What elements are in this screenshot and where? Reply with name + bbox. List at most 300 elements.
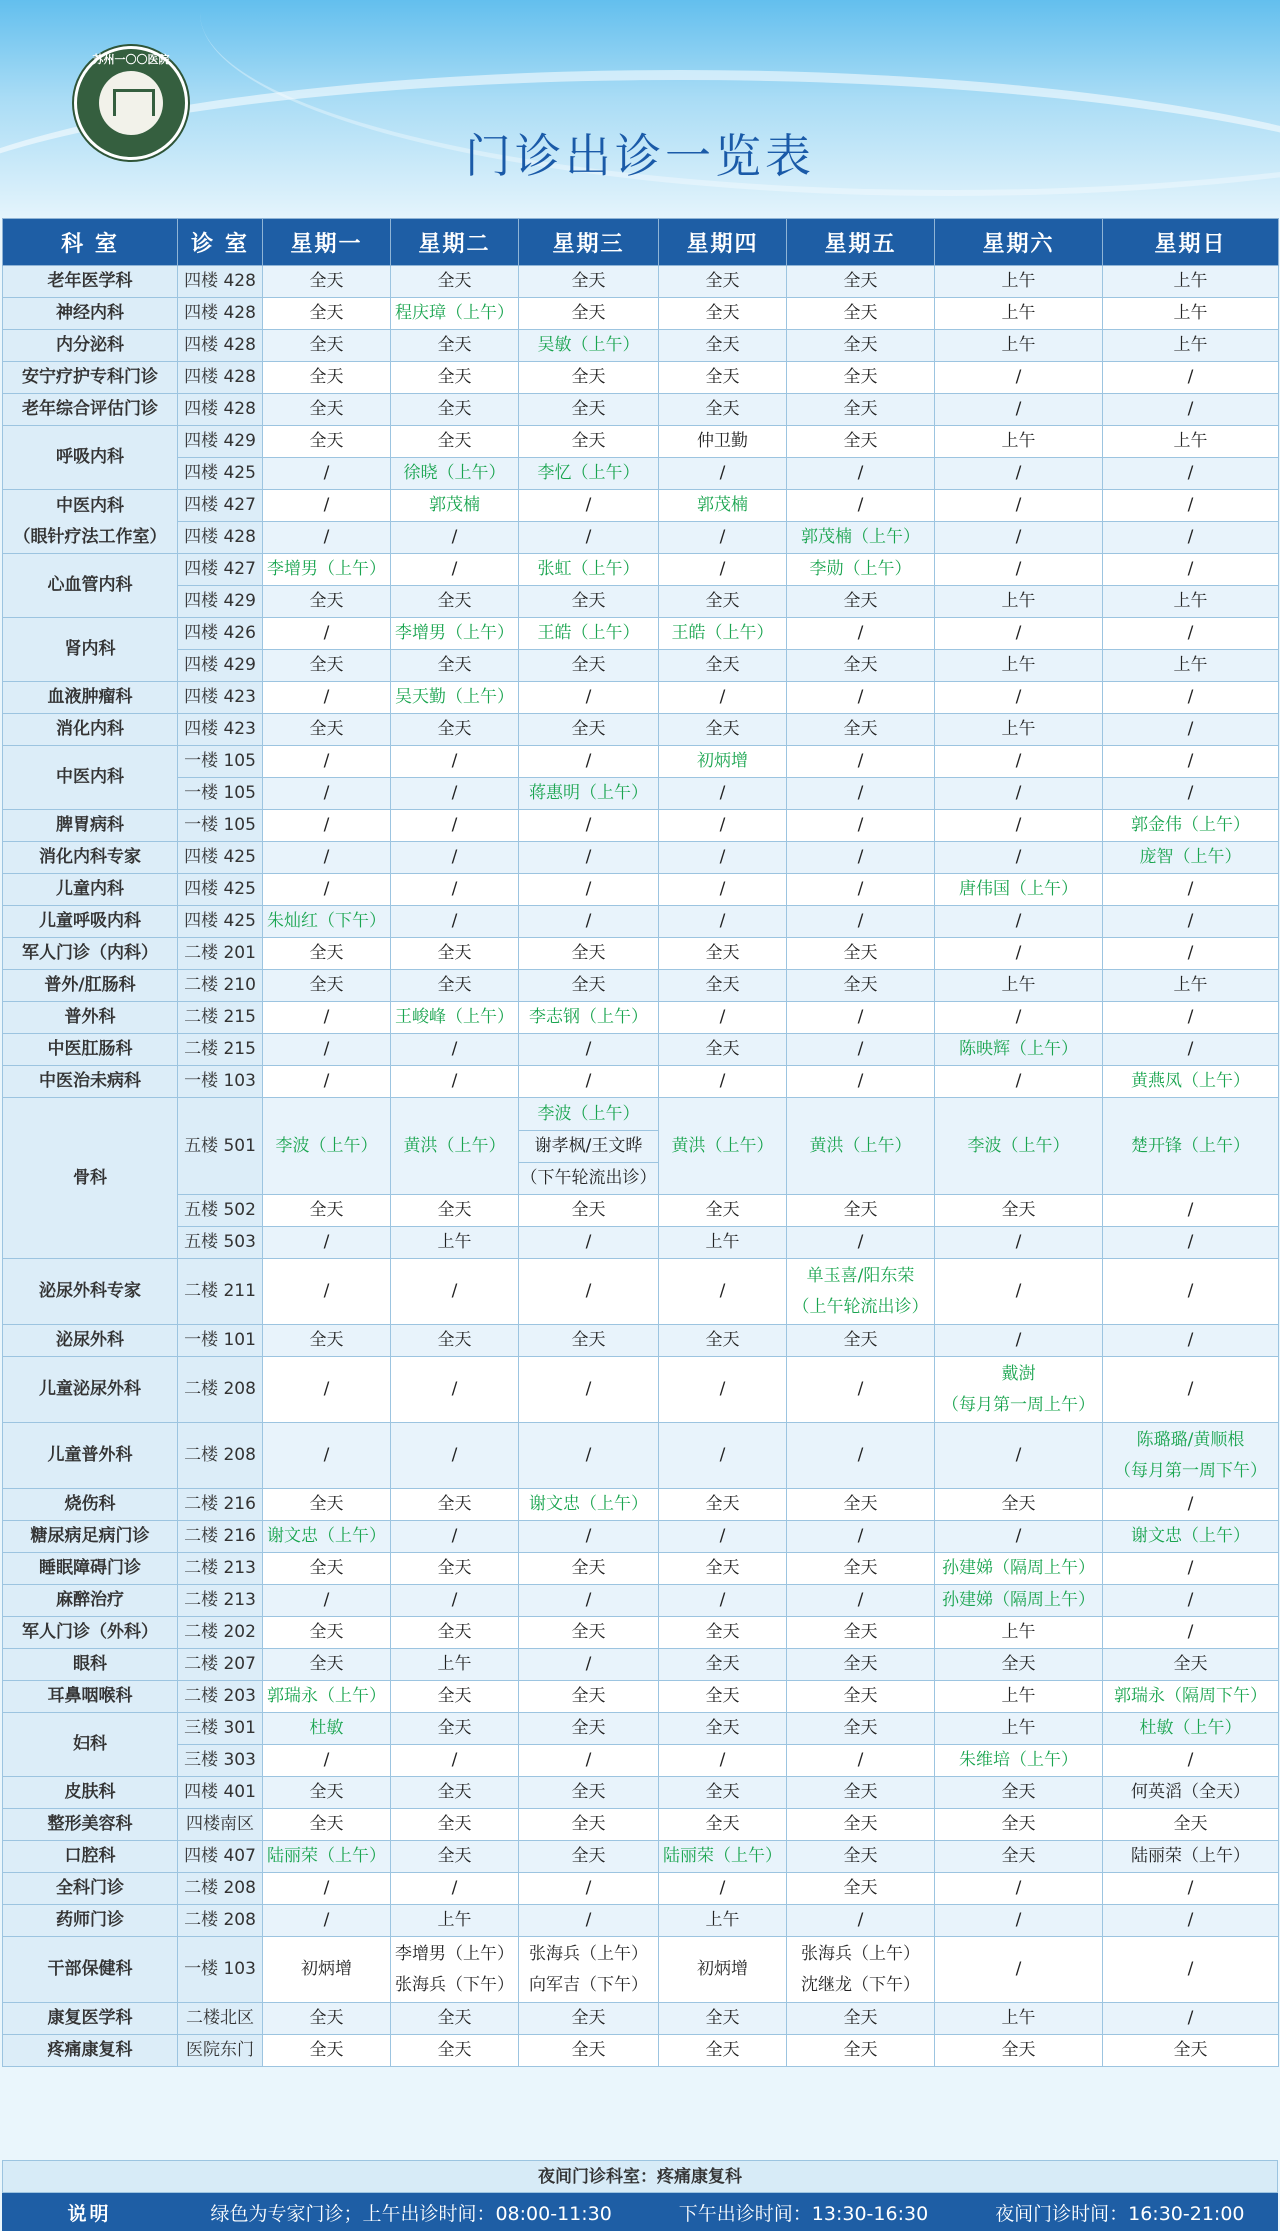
schedule-cell <box>787 426 935 458</box>
schedule-text: 全天 <box>843 1718 878 1738</box>
schedule-text: / <box>1015 1232 1022 1252</box>
department-name: 妇科 <box>73 1734 107 1754</box>
schedule-text: （下午轮流出诊） <box>519 1162 658 1194</box>
schedule-cell <box>787 746 935 778</box>
table-row <box>3 298 1279 330</box>
schedule-cell <box>263 554 391 586</box>
schedule-text: 全天 <box>843 271 878 291</box>
schedule-cell <box>1103 554 1279 586</box>
schedule-text: （每月第一周下午） <box>1114 1460 1267 1481</box>
schedule-text: / <box>1015 1878 1022 1898</box>
schedule-cell <box>659 1195 787 1227</box>
schedule-text: 全天 <box>1001 1654 1036 1674</box>
schedule-cell <box>391 1777 519 1809</box>
schedule-cell <box>787 1713 935 1745</box>
schedule-cell <box>519 1423 659 1489</box>
schedule-text: / <box>1015 559 1022 579</box>
schedule-text: 朱灿红（下午） <box>267 911 386 931</box>
table-row <box>3 1034 1279 1066</box>
schedule-cell <box>519 1617 659 1649</box>
room-cell: 一楼 101 <box>178 1325 263 1357</box>
table-row <box>3 618 1279 650</box>
schedule-cell <box>787 1617 935 1649</box>
schedule-text: / <box>585 495 592 515</box>
table-row <box>3 1521 1279 1553</box>
schedule-text: 全天 <box>437 1622 472 1642</box>
schedule-cell <box>787 394 935 426</box>
schedule-text: 上午 <box>437 1654 472 1674</box>
department-cell <box>3 330 178 362</box>
department-name: 安宁疗护专科门诊 <box>22 367 158 387</box>
department-name: 老年综合评估门诊 <box>22 399 158 419</box>
schedule-cell <box>659 810 787 842</box>
schedule-text: / <box>1015 1071 1022 1091</box>
schedule-text: / <box>451 879 458 899</box>
schedule-cell <box>391 1553 519 1585</box>
schedule-cell <box>1103 586 1279 618</box>
schedule-cell <box>1103 1521 1279 1553</box>
schedule-text: 上午 <box>1173 303 1208 323</box>
room-cell: 二楼 216 <box>178 1521 263 1553</box>
table-row <box>3 330 1279 362</box>
footer-item: 绿色为专家门诊；上午出诊时间：08:00-11:30 <box>210 2202 612 2225</box>
schedule-cell <box>391 1745 519 1777</box>
schedule-text: 张虹（上午） <box>537 559 640 579</box>
schedule-cell <box>935 1098 1103 1195</box>
schedule-cell <box>935 1585 1103 1617</box>
schedule-text: 全天 <box>843 1814 878 1834</box>
schedule-cell <box>391 490 519 522</box>
schedule-cell <box>263 650 391 682</box>
table-row <box>3 906 1279 938</box>
schedule-text: 全天 <box>843 1878 878 1898</box>
schedule-text: / <box>857 783 864 803</box>
schedule-cell <box>263 1227 391 1259</box>
schedule-text: 全天 <box>705 1622 740 1642</box>
schedule-text: / <box>857 1071 864 1091</box>
schedule-cell <box>519 970 659 1002</box>
schedule-text: / <box>1187 367 1194 387</box>
table-row <box>3 2035 1279 2067</box>
schedule-cell <box>391 1841 519 1873</box>
logo-text: 苏州一〇〇医院 <box>92 53 170 66</box>
schedule-text: 上午 <box>705 1232 740 1252</box>
department-name: 内分泌科 <box>56 335 124 355</box>
schedule-cell <box>935 1002 1103 1034</box>
schedule-cell <box>935 842 1103 874</box>
schedule-cell <box>787 1521 935 1553</box>
schedule-text: / <box>1015 815 1022 835</box>
table-row <box>3 1357 1279 1423</box>
schedule-text: / <box>719 879 726 899</box>
schedule-text: / <box>857 1039 864 1059</box>
schedule-cell <box>519 1521 659 1553</box>
schedule-text: 全天 <box>705 1494 740 1514</box>
schedule-text: / <box>719 463 726 483</box>
schedule-text: / <box>323 463 330 483</box>
schedule-text: 全天 <box>705 1558 740 1578</box>
schedule-text: 上午 <box>1001 1718 1036 1738</box>
room-cell: 二楼 208 <box>178 1357 263 1423</box>
schedule-text: / <box>719 687 726 707</box>
schedule-cell <box>787 1489 935 1521</box>
schedule-cell <box>935 714 1103 746</box>
schedule-cell <box>519 1649 659 1681</box>
schedule-text: / <box>451 911 458 931</box>
schedule-text: 全天 <box>705 1782 740 1802</box>
schedule-cell <box>659 1841 787 1873</box>
table-body <box>3 266 1279 2067</box>
department-cell <box>3 970 178 1002</box>
schedule-cell <box>1103 2035 1279 2067</box>
schedule-cell <box>659 1713 787 1745</box>
schedule-text: 上午 <box>1001 655 1036 675</box>
schedule-text: / <box>1187 911 1194 931</box>
schedule-cell <box>519 522 659 554</box>
schedule-text: / <box>323 1039 330 1059</box>
schedule-text: 王峻峰（上午） <box>395 1007 514 1027</box>
schedule-text: / <box>719 1071 726 1091</box>
schedule-text: 杜敏（上午） <box>1139 1718 1242 1738</box>
room-cell: 医院东门 <box>178 2035 263 2067</box>
schedule-text: 全天 <box>843 719 878 739</box>
schedule-cell <box>519 266 659 298</box>
schedule-cell <box>1103 1585 1279 1617</box>
room-cell: 二楼 215 <box>178 1034 263 1066</box>
schedule-cell <box>787 1905 935 1937</box>
department-cell <box>3 426 178 490</box>
schedule-cell <box>391 778 519 810</box>
room-cell: 五楼 501 <box>178 1098 263 1195</box>
schedule-cell <box>787 1809 935 1841</box>
schedule-text: / <box>585 1910 592 1930</box>
footer-legend <box>2 2193 1278 2231</box>
schedule-cell <box>935 1489 1103 1521</box>
schedule-cell <box>787 618 935 650</box>
schedule-cell <box>519 490 659 522</box>
schedule-cell <box>519 1553 659 1585</box>
column-header: 星期二 <box>391 219 519 266</box>
schedule-cell <box>391 1002 519 1034</box>
schedule-cell <box>519 1873 659 1905</box>
schedule-cell <box>391 554 519 586</box>
schedule-cell <box>659 1002 787 1034</box>
schedule-text: / <box>1015 911 1022 931</box>
schedule-cell <box>935 778 1103 810</box>
schedule-cell <box>787 874 935 906</box>
schedule-text: / <box>585 1445 592 1465</box>
footer-label: 说明 <box>67 2202 112 2225</box>
schedule-cell <box>263 874 391 906</box>
table-row <box>3 810 1279 842</box>
schedule-text: 上午 <box>1001 975 1036 995</box>
schedule-cell <box>935 1681 1103 1713</box>
department-cell <box>3 1841 178 1873</box>
schedule-cell <box>263 1681 391 1713</box>
schedule-cell <box>1103 362 1279 394</box>
department-cell <box>3 1521 178 1553</box>
schedule-text: 全天 <box>705 399 740 419</box>
schedule-cell <box>263 1905 391 1937</box>
schedule-text: / <box>323 527 330 547</box>
schedule-cell <box>659 1873 787 1905</box>
schedule-cell <box>935 522 1103 554</box>
schedule-cell <box>787 1259 935 1325</box>
schedule-cell <box>787 330 935 362</box>
schedule-cell <box>659 554 787 586</box>
schedule-text: 杜敏 <box>309 1718 344 1738</box>
table-row <box>3 1585 1279 1617</box>
schedule-text: / <box>1187 1494 1194 1514</box>
room-cell: 四楼 401 <box>178 1777 263 1809</box>
schedule-cell <box>519 426 659 458</box>
room-cell: 四楼 428 <box>178 298 263 330</box>
schedule-text: 全天 <box>843 975 878 995</box>
schedule-cell <box>659 1553 787 1585</box>
schedule-text: 全天 <box>571 2040 606 2060</box>
schedule-text: / <box>1187 943 1194 963</box>
schedule-text: / <box>1187 1007 1194 1027</box>
schedule-text: 全天 <box>843 399 878 419</box>
table-row <box>3 1617 1279 1649</box>
schedule-cell <box>787 1681 935 1713</box>
room-cell: 二楼 201 <box>178 938 263 970</box>
schedule-text: 全天 <box>571 655 606 675</box>
schedule-text: 全天 <box>571 591 606 611</box>
schedule-cell <box>519 1357 659 1423</box>
schedule-text: 全天 <box>309 1814 344 1834</box>
department-cell <box>3 362 178 394</box>
schedule-text: / <box>585 1281 592 1301</box>
schedule-text: / <box>1187 399 1194 419</box>
table-row <box>3 842 1279 874</box>
schedule-text: 李忆（上午） <box>537 463 640 483</box>
schedule-cell <box>787 586 935 618</box>
schedule-text: 孙建娣（隔周上午） <box>942 1590 1095 1610</box>
schedule-text: / <box>585 1878 592 1898</box>
department-name: 康复医学科 <box>47 2008 133 2028</box>
schedule-cell <box>263 714 391 746</box>
schedule-cell <box>935 266 1103 298</box>
schedule-text: 程庆璋（上午） <box>395 303 514 323</box>
schedule-cell <box>263 490 391 522</box>
schedule-text: 全天 <box>309 975 344 995</box>
schedule-cell <box>935 1713 1103 1745</box>
schedule-text: 全天 <box>309 655 344 675</box>
department-name: 儿童泌尿外科 <box>39 1379 141 1399</box>
schedule-text: / <box>451 1750 458 1770</box>
schedule-text: 全天 <box>437 1814 472 1834</box>
table-row <box>3 1066 1279 1098</box>
room-cell: 二楼 213 <box>178 1585 263 1617</box>
department-cell <box>3 1777 178 1809</box>
schedule-text: 上午 <box>1173 975 1208 995</box>
table-row <box>3 970 1279 1002</box>
schedule-text: 上午 <box>1173 655 1208 675</box>
schedule-text: / <box>1187 1959 1194 1979</box>
room-cell: 四楼 423 <box>178 682 263 714</box>
schedule-text: / <box>1015 751 1022 771</box>
room-cell: 三楼 303 <box>178 1745 263 1777</box>
department-cell <box>3 938 178 970</box>
schedule-text: 全天 <box>1173 1654 1208 1674</box>
table-row <box>3 714 1279 746</box>
schedule-text: 陈映辉（上午） <box>959 1039 1078 1059</box>
schedule-text: 全天 <box>571 1718 606 1738</box>
schedule-text: 楚开锋（上午） <box>1131 1135 1250 1156</box>
schedule-text: / <box>719 911 726 931</box>
table-row <box>3 1809 1279 1841</box>
schedule-text: 单玉喜/阳东荣 <box>806 1265 915 1286</box>
schedule-cell <box>263 1423 391 1489</box>
schedule-text: / <box>1015 367 1022 387</box>
schedule-text: 全天 <box>571 1622 606 1642</box>
department-name: 神经内科 <box>56 303 124 323</box>
schedule-cell <box>391 1873 519 1905</box>
schedule-text: / <box>857 1750 864 1770</box>
schedule-text: 全天 <box>843 1846 878 1866</box>
room-cell: 四楼 426 <box>178 618 263 650</box>
schedule-cell <box>519 1777 659 1809</box>
schedule-cell <box>263 1553 391 1585</box>
schedule-cell <box>391 1681 519 1713</box>
schedule-text: / <box>1187 495 1194 515</box>
schedule-cell <box>659 1649 787 1681</box>
room-cell: 四楼 425 <box>178 874 263 906</box>
schedule-text: 蒋惠明（上午） <box>529 783 648 803</box>
department-cell <box>3 1098 178 1259</box>
table-row <box>3 746 1279 778</box>
schedule-cell <box>935 650 1103 682</box>
schedule-cell <box>659 298 787 330</box>
room-cell: 四楼 427 <box>178 554 263 586</box>
schedule-cell <box>519 714 659 746</box>
schedule-cell <box>519 650 659 682</box>
schedule-text: 全天 <box>437 1686 472 1706</box>
schedule-cell <box>1103 1357 1279 1423</box>
room-cell: 二楼 203 <box>178 1681 263 1713</box>
schedule-text: 陆丽荣（上午） <box>267 1846 386 1866</box>
department-cell <box>3 874 178 906</box>
table-row <box>3 1745 1279 1777</box>
schedule-cell <box>1103 1649 1279 1681</box>
schedule-text: / <box>1187 1330 1194 1350</box>
schedule-text: 全天 <box>705 335 740 355</box>
room-cell: 二楼 215 <box>178 1002 263 1034</box>
schedule-text: 全天 <box>437 591 472 611</box>
schedule-cell <box>787 1553 935 1585</box>
schedule-text: / <box>451 1590 458 1610</box>
schedule-cell <box>1103 1905 1279 1937</box>
schedule-cell <box>1103 1034 1279 1066</box>
schedule-text: / <box>451 815 458 835</box>
schedule-cell <box>1103 330 1279 362</box>
schedule-text: / <box>585 751 592 771</box>
schedule-text: 全天 <box>309 399 344 419</box>
schedule-cell <box>263 394 391 426</box>
department-cell <box>3 714 178 746</box>
schedule-text: / <box>451 1878 458 1898</box>
schedule-text: / <box>1187 1910 1194 1930</box>
schedule-cell <box>391 1937 519 2003</box>
room-cell: 四楼 428 <box>178 522 263 554</box>
department-name: 整形美容科 <box>47 1814 133 1834</box>
page-title: 门诊出诊一览表 <box>465 129 815 183</box>
department-name: 全科门诊 <box>56 1878 124 1898</box>
table-row <box>3 522 1279 554</box>
footer-item: 夜间门诊时间：16:30-21:00 <box>995 2202 1245 2225</box>
schedule-text: 全天 <box>843 2008 878 2028</box>
schedule-text: / <box>323 751 330 771</box>
room-cell: 一楼 105 <box>178 746 263 778</box>
schedule-text: / <box>857 495 864 515</box>
schedule-cell <box>787 1937 935 2003</box>
department-cell <box>3 1681 178 1713</box>
room-cell: 四楼 423 <box>178 714 263 746</box>
department-name: 普外科 <box>64 1007 116 1027</box>
department-name: 军人门诊（内科） <box>22 943 158 963</box>
schedule-text: 全天 <box>843 335 878 355</box>
department-subtitle: （眼针疗法工作室） <box>13 526 167 547</box>
schedule-cell <box>1103 810 1279 842</box>
schedule-cell <box>391 842 519 874</box>
schedule-cell <box>519 2035 659 2067</box>
schedule-text: 全天 <box>571 1782 606 1802</box>
table-row <box>3 362 1279 394</box>
schedule-text: 张海兵（上午） <box>801 1943 920 1964</box>
schedule-text: 全天 <box>309 303 344 323</box>
schedule-text: / <box>323 1007 330 1027</box>
schedule-cell <box>263 842 391 874</box>
schedule-text: 全天 <box>705 1686 740 1706</box>
schedule-cell <box>519 778 659 810</box>
schedule-cell <box>519 1259 659 1325</box>
schedule-text: 全天 <box>437 943 472 963</box>
schedule-cell <box>263 1034 391 1066</box>
department-cell <box>3 1066 178 1098</box>
schedule-text: / <box>323 879 330 899</box>
schedule-cell <box>659 1489 787 1521</box>
column-header: 星期五 <box>787 219 935 266</box>
schedule-cell <box>519 1681 659 1713</box>
schedule-cell <box>935 1873 1103 1905</box>
room-cell: 四楼 429 <box>178 426 263 458</box>
schedule-cell <box>935 1809 1103 1841</box>
room-cell: 一楼 103 <box>178 1937 263 2003</box>
schedule-cell <box>935 938 1103 970</box>
schedule-text: 陈璐璐/黄顺根 <box>1136 1429 1245 1450</box>
schedule-text: / <box>857 1590 864 1610</box>
schedule-cell <box>1103 1489 1279 1521</box>
schedule-text: 黄洪（上午） <box>671 1135 774 1156</box>
room-cell: 四楼 428 <box>178 394 263 426</box>
schedule-text: / <box>1187 783 1194 803</box>
schedule-text: / <box>857 1007 864 1027</box>
schedule-cell <box>659 874 787 906</box>
schedule-cell <box>263 618 391 650</box>
schedule-cell <box>1103 1066 1279 1098</box>
schedule-cell <box>935 394 1103 426</box>
schedule-text: 上午 <box>1001 591 1036 611</box>
schedule-text: 孙建娣（隔周上午） <box>942 1558 1095 1578</box>
schedule-cell <box>935 906 1103 938</box>
schedule-text: / <box>451 1281 458 1301</box>
schedule-cell <box>263 1357 391 1423</box>
schedule-cell <box>659 1681 787 1713</box>
schedule-cell <box>935 1777 1103 1809</box>
schedule-text: / <box>1015 847 1022 867</box>
schedule-cell <box>659 1585 787 1617</box>
